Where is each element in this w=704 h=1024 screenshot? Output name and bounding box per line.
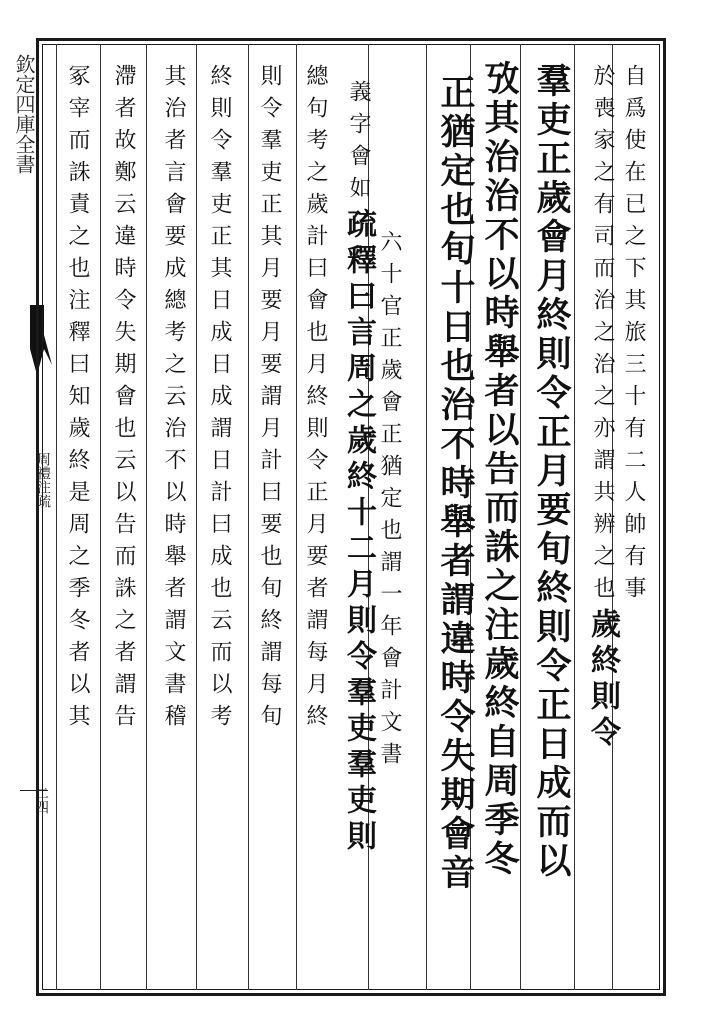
- column-text: 正猶定也旬十日也治不時舉者謂違時令失期會音: [435, 74, 476, 893]
- column-rule: [100, 44, 101, 990]
- column-text: 羣吏正歲會月終則令正月要旬終則令正日成而以: [531, 62, 572, 881]
- column-text: 冢宰而誅責之也注釋曰知歲終是周之季冬者以其: [65, 64, 90, 736]
- text-column-7: [374, 230, 405, 774]
- column-text: 滯者故鄭云違時令失期會也云以告而誅之者謂告: [111, 64, 136, 736]
- text-column-2: [580, 64, 624, 752]
- column-text: 攷其治治不以時舉者以告而誅之注歲終自周季冬: [479, 60, 520, 879]
- text-column-9: [254, 64, 285, 736]
- column-rule: [196, 44, 197, 990]
- text-column-10: [204, 64, 235, 736]
- column-text: 則令羣吏正其月要月要謂月計曰要也旬終謂每旬: [257, 64, 282, 736]
- column-rule: [146, 44, 147, 990]
- column-rule: [296, 44, 297, 990]
- text-column-12: [108, 64, 139, 736]
- column-large-tail: 疏釋曰言周之歲終十二月則令羣吏羣吏則: [341, 208, 376, 856]
- text-column-3: [526, 62, 576, 881]
- column-rule: [56, 44, 57, 990]
- column-text: 於喪家之有司而治之治之亦謂共辨之也: [590, 64, 615, 608]
- book-title: 周禮注疏: [35, 452, 51, 508]
- column-text: 義字會如: [346, 80, 371, 208]
- column-rule: [248, 44, 249, 990]
- column-rule: [426, 44, 427, 990]
- column-large-tail: 歲終則令: [585, 608, 620, 752]
- text-column-13: [62, 64, 93, 736]
- text-column-5: [430, 74, 480, 893]
- column-text: 六十官正歲會正猶定也謂一年會計文書: [377, 230, 402, 774]
- column-text: 終則令羣吏正其日成日成謂日計曰成也云而以考: [207, 64, 232, 736]
- text-column-4: [474, 60, 524, 879]
- text-column-11: [158, 64, 189, 736]
- library-title: 欽定四庫全書: [12, 54, 36, 174]
- column-text: 其治者言會要成總考之云治不以時舉者謂文書稽: [161, 64, 186, 736]
- column-text: 總句考之歲計曰會也月終則令正月要者謂每月終: [303, 64, 328, 736]
- column-text: 自爲使在已之下其旅三十有二人帥有事: [621, 64, 646, 608]
- text-column-8: [300, 64, 331, 736]
- page-number: 二四: [33, 786, 49, 814]
